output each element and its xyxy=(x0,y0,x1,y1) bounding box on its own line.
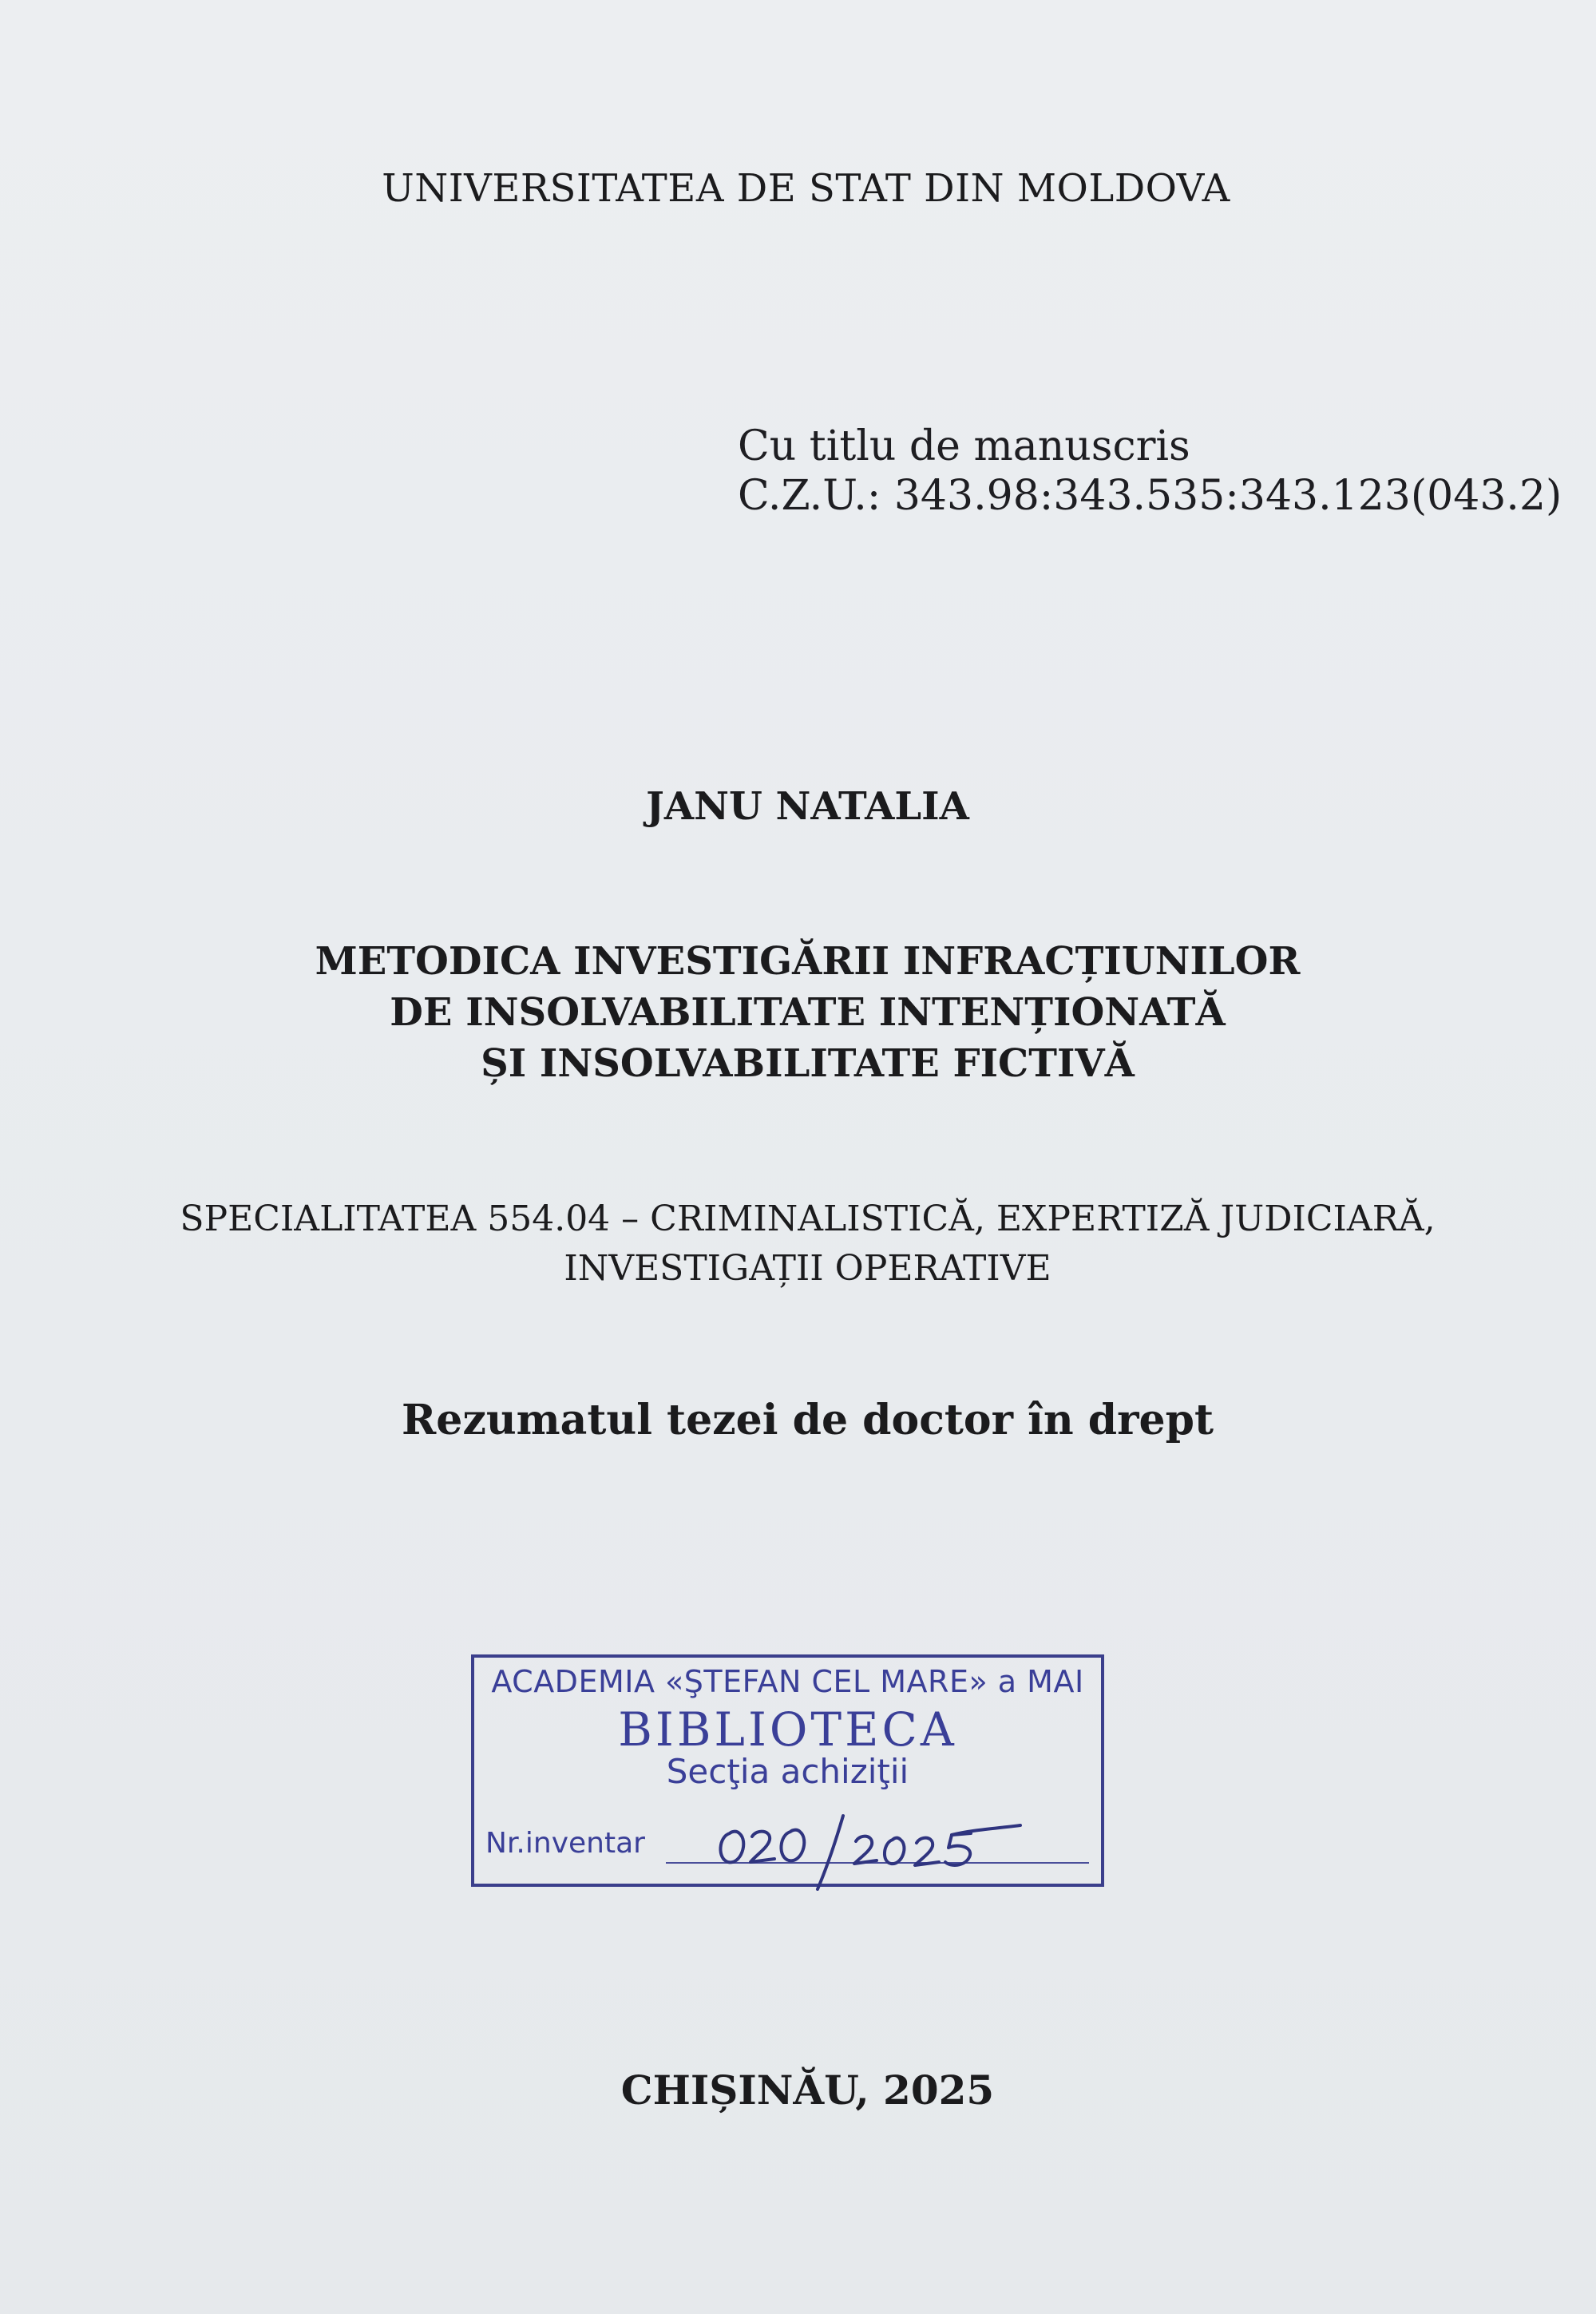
library-stamp xyxy=(471,1654,1104,1887)
stamp-institution: ACADEMIA «ŞTEFAN CEL MARE» a MAI xyxy=(491,1664,1084,1699)
thesis-title xyxy=(0,936,1596,1089)
thesis-title-line-1: METODICA INVESTIGĂRII INFRACȚIUNILOR xyxy=(315,939,1301,984)
stamp-library: BIBLIOTECA xyxy=(618,1702,957,1757)
specialty-line-2: INVESTIGAȚII OPERATIVE xyxy=(564,1248,1051,1289)
specialty xyxy=(0,1195,1596,1294)
thesis-title-line-2: DE INSOLVABILITATE INTENȚIONATĂ xyxy=(390,990,1226,1035)
manuscript-info xyxy=(738,422,1562,521)
city-year: CHIȘINĂU, 2025 xyxy=(620,2066,995,2114)
author-name: JANU NATALIA xyxy=(646,784,969,829)
thesis-title-line-3: ȘI INSOLVABILITATE FICTIVĂ xyxy=(481,1041,1135,1086)
stamp-section: Secţia achiziţii xyxy=(666,1752,909,1791)
handwritten-inventory-number xyxy=(707,1795,1027,1891)
specialty-line-1: SPECIALITATEA 554.04 – CRIMINALISTICĂ, EXPERTIZĂ JUDICIARĂ, xyxy=(180,1199,1436,1239)
university-name: UNIVERSITATEA DE STAT DIN MOLDOVA xyxy=(382,166,1230,211)
udc-code: C.Z.U.: 343.98:343.535:343.123(043.2) xyxy=(738,472,1562,520)
document-type: Rezumatul tezei de doctor în drept xyxy=(402,1396,1214,1444)
manuscript-label: Cu titlu de manuscris xyxy=(738,422,1190,470)
stamp-inventory-label: Nr.inventar xyxy=(485,1827,645,1860)
